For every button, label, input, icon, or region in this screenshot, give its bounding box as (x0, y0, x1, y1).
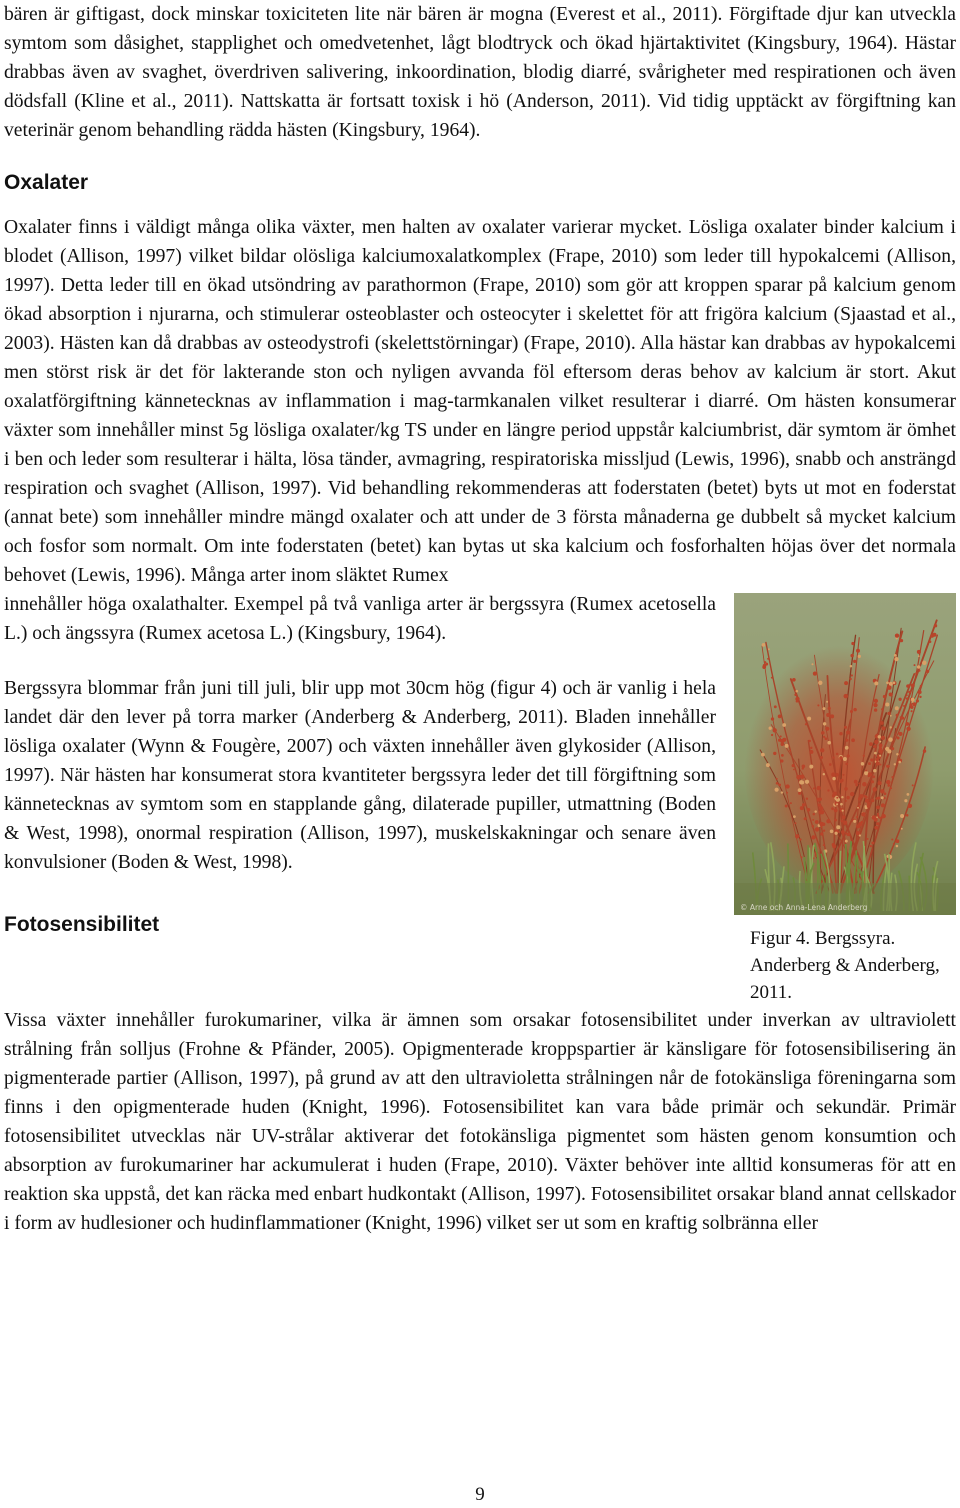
paragraph-bergssyra: Bergssyra blommar från juni till juli, blir upp mot 30cm hög (figur 4) och är vanlig i hela landet där den lever på torra marker (Anderberg & Anderberg, 2011). Bladen innehåller lösliga oxalater (Wynn & Fougère, 2007) och växten innehåller även glykosider (Allison, 1997). När hästen har konsumerat stora kvantiteter bergssyra leder det till förgiftning som kännetecknas av symtom som en stapplande gång, dilaterade pupiller, utmattning (Boden & West, 1998), onormal respiration (Allison, 1997), muskelskakningar och senare även konvulsioner (Boden & West, 1998). (4, 678, 716, 873)
paragraph-oxalater: Oxalater finns i väldigt många olika växter, men halten av oxalater varierar mycket. Lösliga oxalater binder kalcium i blodet (Allison, 1997) vilket bildar olösliga kalciumoxalatkomplex (Frape, 2010) som leder till hypokalcemi (Allison, 1997). Detta leder till en ökad utsöndring av parathormon (Frape, 2010) som gör att kroppen sparar på kalcium genom ökad absorption i njurarna, och stimulerar osteoblaster och osteocyter i skelettet för att frigöra kalcium (Sjaastad et al., 2003). Hästen kan då drabbas av osteodystrofi (skelettstörningar) (Frape, 2010). Alla hästar kan drabbas av hypokalcemi men störst risk är det för lakterande ston och nyligen avvanda föl eftersom deras behov av kalcium är stort. Akut oxalatförgiftning kännetecknas av inflammation i mag-tarmkanalen vilket resulterar i diarré. Om hästen konsumerar växter som innehåller minst 5g lösliga oxalater/kg TS under en längre period uppstår kalciumbrist, där symtom är ömhet i ben och leder som resulterar i hälta, lösa tänder, avmagring, respiratoriska missljud (Lewis, 1996), snabb och ansträngd respiration och svaghet (Allison, 1997). Vid behandling rekommenderas att foderstaten (betet) byts ut mot en foderstat (annat bete) som innehåller mindre mängd oxalater och att under de 3 första månaderna ge dubbelt så mycket kalcium och fosfor som normalt. Om inte foderstaten (betet) kan bytas ut ska kalcium och fosforhalten höjas över det normala behovet (Lewis, 1996). Många arter inom släktet Rumex (4, 217, 956, 586)
page-number: 9 (475, 1484, 485, 1505)
figure-wrap-area (4, 590, 956, 1003)
bergssyra-plant-illustration (734, 593, 956, 915)
photo-watermark: © Arne och Anna-Lena Anderberg (740, 903, 868, 912)
heading-fotosensibilitet: Fotosensibilitet (4, 913, 160, 936)
figure-caption: Figur 4. Bergssyra. Anderberg & Anderberg, 2011. (750, 928, 940, 1003)
paragraph-rumex: innehåller höga oxalathalter. Exempel på två vanliga arter är bergssyra (Rumex acetosella L.) och ängssyra (Rumex acetosa L.) (Kingsbury, 1964). (4, 594, 716, 644)
bergssyra-photo (734, 593, 956, 915)
heading-oxalater: Oxalater (4, 171, 89, 194)
figure-4 (734, 593, 956, 1006)
document-page (4, 0, 956, 1238)
paragraph-fotosensibilitet: Vissa växter innehåller furokumariner, vilka är ämnen som orsakar fotosensibilitet under inverkan av ultraviolett strålning från solljus (Frohne & Pfänder, 2005). Opigmenterade kroppspartier är känsligare för fotosensibilisering än pigmenterade partier (Allison, 1997), på grund av att den ultravioletta strålningen når de fotokänsliga föreningarna som finns i den opigmenterade huden (Knight, 1996). Fotosensibilitet kan vara både primär och sekundär. Primär fotosensibilitet utvecklas när UV-strålar aktiverar det fotokänsliga pigmentet som hästen genom konsumtion och absorption av furokumariner har ackumulerat i huden (Frape, 2010). Växter behöver inte alltid konsumeras för att en reaktion ska uppstå, det kan räcka med enbart hudkontakt (Allison, 1997). Fotosensibilitet orsakar bland annat cellskador i form av hudlesioner och hudinflammationer (Knight, 1996) vilket ser ut som en kraftig solbränna eller (4, 1010, 956, 1234)
paragraph-nattskatta-end: bären är giftigast, dock minskar toxiciteten lite när bären är mogna (Everest et al., 2011). Förgiftade djur kan utveckla symtom som dåsighet, stapplighet och omedvetenhet, lågt blodtryck och ökad hjärtaktivitet (Kingsbury, 1964). Hästar drabbas även av svaghet, överdriven salivering, inkoordination, blodig diarré, svårigheter med respirationen och även dödsfall (Kline et al., 2011). Nattskatta är fortsatt toxisk i hö (Anderson, 2011). Vid tidig upptäckt av förgiftning kan veterinär genom behandling rädda hästen (Kingsbury, 1964). (4, 4, 956, 141)
